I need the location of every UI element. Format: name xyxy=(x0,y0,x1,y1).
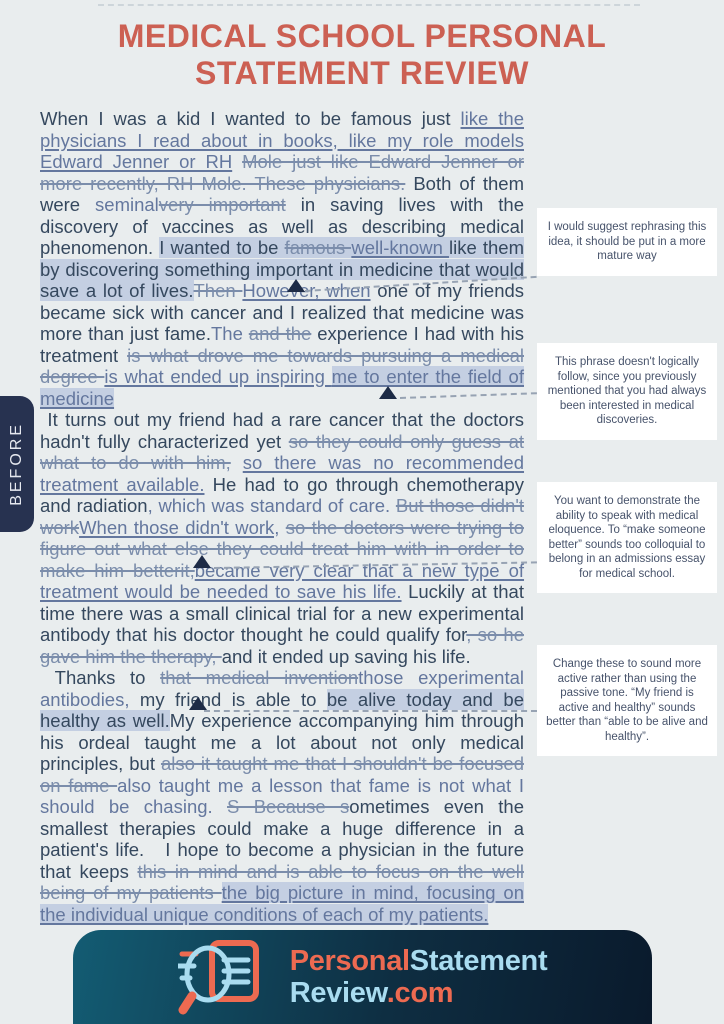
brand-footer xyxy=(73,930,652,1024)
review-comment-card: I would suggest rephrasing this idea, it should be put in a more mature way xyxy=(537,208,717,276)
essay-text: He had to go through chemotherapy and radiation xyxy=(40,473,524,516)
comment-connector-line xyxy=(204,710,537,712)
essay-text xyxy=(232,151,242,172)
deleted-text: S Because s xyxy=(227,796,350,817)
before-tab xyxy=(0,396,34,532)
inserted-text: so there was no recommended treatment available. xyxy=(40,452,525,495)
magnifier-document-icon xyxy=(178,938,274,1016)
essay xyxy=(40,108,524,925)
deleted-text: Then xyxy=(193,280,243,301)
essay-text: Luckily at that time there was a small clinical trial for a new experimental antibody that his doctor thought he could qualify for xyxy=(40,581,524,645)
essay-text: Both of them were xyxy=(40,172,524,215)
essay-text: It turns out my friend had a rare cancer that the doctors hadn't fully characterized yet xyxy=(40,409,524,452)
inserted-text: When those didn't work, xyxy=(79,516,280,538)
essay-text: like them by discovering something important in medicine that would save a lot of lives. xyxy=(40,237,524,301)
comment-anchor-icon xyxy=(287,279,305,292)
deleted-text: so they could only guess at what to do with him, xyxy=(40,430,524,473)
deleted-text: But those didn't work xyxy=(40,495,524,538)
essay-text: experience I had with his treatment xyxy=(40,323,524,366)
review-comment-card: You want to demonstrate the ability to speak with medical eloquence. To “make someone better” sounds too colloquial to belong in an admissions essay for medical school. xyxy=(537,482,717,593)
inserted-text: is what ended up inspiring xyxy=(104,366,332,387)
deleted-text: famous xyxy=(284,237,352,258)
inserted-text: well-known xyxy=(351,237,449,258)
essay-text: I wanted to be xyxy=(159,237,285,258)
essay-text: My experience accompanying him through his ordeal taught me a lot about not only medical principles, but xyxy=(40,710,524,774)
essay-text xyxy=(231,452,243,473)
page-title: MEDICAL SCHOOL PERSONAL STATEMENT REVIEW xyxy=(117,18,607,91)
deleted-text: , so he gave him the therapy, xyxy=(40,624,524,667)
deleted-text: that medical invention xyxy=(160,667,359,688)
deleted-text: also it taught me that I shouldn't be focused on fame xyxy=(40,753,524,796)
essay-paragraph xyxy=(40,409,524,667)
inserted-text: However, when xyxy=(242,280,371,301)
inserted-text: the big picture in mind, focusing on the individual unique conditions of each of my patients. xyxy=(40,882,524,925)
essay-text: Thanks to xyxy=(40,667,161,688)
essay-text: When I was a kid I wanted to be famous just xyxy=(40,108,461,129)
brand-wordmark xyxy=(290,945,548,1009)
comment-anchor-icon xyxy=(379,386,397,399)
essay-paragraph xyxy=(40,108,524,409)
top-dashed-divider xyxy=(98,4,640,6)
deleted-text: very important xyxy=(158,194,286,215)
essay-text: be alive today and be healthy as well. xyxy=(40,688,524,731)
deleted-text: this in mind and is able to focus on the well being of my patients xyxy=(40,860,524,903)
before-tab-label: BEFORE xyxy=(8,422,25,506)
deleted-text: so the doctors were trying to figure out what else they could treat him with in order to make him betterit, xyxy=(40,516,524,581)
brand-word-com: .com xyxy=(386,977,454,1009)
inserted-text: The xyxy=(210,323,249,344)
deleted-text: Mole just like Edward Jenner or more recently, RH Mole. These physicians. xyxy=(40,151,525,194)
inserted-text: became very clear that a new type of treatment would be needed to save his life. xyxy=(40,559,525,602)
deleted-text: and the xyxy=(248,323,312,344)
brand-word-statement: Statement xyxy=(409,945,548,977)
comment-anchor-icon xyxy=(189,697,207,710)
essay-text: and it ended up saving his life. xyxy=(221,645,471,667)
inserted-text: those experimental antibodies, xyxy=(40,667,524,710)
essay-text: in saving lives with the discovery of vaccines as well as describing medical phenomenon. xyxy=(40,194,524,258)
essay-text: ometimes even the smallest therapies could make a huge difference in a patient's life. I hope to become a physician in the future that keeps xyxy=(40,796,524,882)
inserted-text: like the physicians I read about in books, like my role models Edward Jenner or RH xyxy=(40,108,524,172)
inserted-text: me to enter the field of medicine xyxy=(40,366,524,409)
brand-word-personal: Personal xyxy=(289,945,410,977)
inserted-text: , which was standard of care. xyxy=(147,495,396,516)
essay-text: my friend is able to xyxy=(129,688,327,710)
essay-paragraph xyxy=(40,667,524,925)
inserted-text: also taught me a lesson that fame is not what I should be chasing. xyxy=(40,774,524,817)
comment-anchor-icon xyxy=(193,555,211,568)
brand-word-review: Review xyxy=(289,977,387,1009)
deleted-text: is what drove me towards pursuing a medical degree xyxy=(40,344,524,387)
review-comment-card: Change these to sound more active rather than using the passive tone. “My friend is active and healthy” sounds better than “able to be alive and healthy”. xyxy=(537,645,717,756)
inserted-text: seminal xyxy=(95,194,159,215)
review-comment-card: This phrase doesn't logically follow, since you previously mentioned that you had always been interested in medical discoveries. xyxy=(537,343,717,440)
essay-text: one of my friends became sick with cancer and I realized that medicine was more than just fame. xyxy=(40,280,525,344)
